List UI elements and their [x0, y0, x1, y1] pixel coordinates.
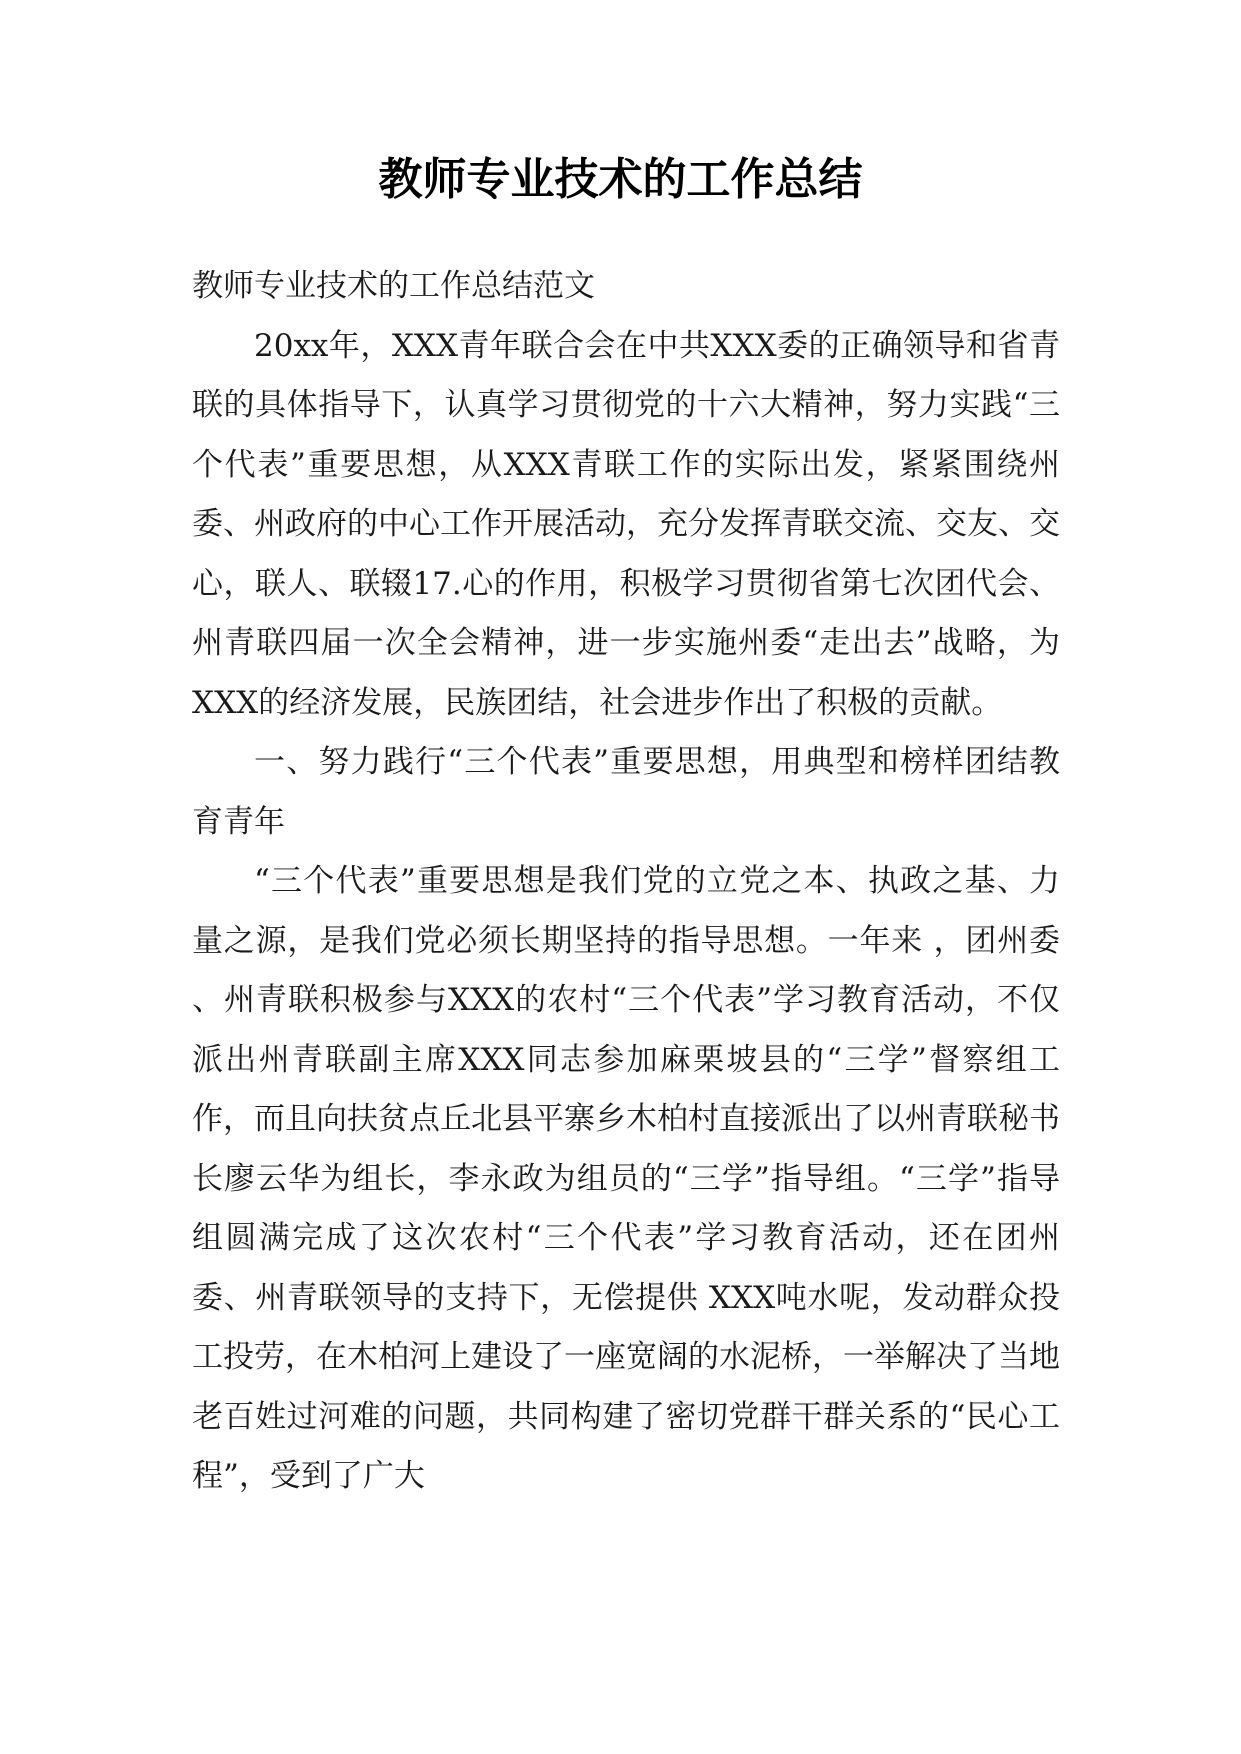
- document-title: 教师专业技术的工作总结: [378, 154, 863, 205]
- document-body: [192, 257, 1060, 1507]
- section-heading-1: 一、努力践行“三个代表”重要思想，用典型和榜样团结教育青年: [192, 744, 1060, 840]
- paragraph-intro: 20xx年，XXX青年联合会在中共XXX委的正确领导和省青联的具体指导下，认真学习贯彻党的十六大精神，努力实践“三个代表”重要思想，从XXX青联工作的实际出发，紧紧围绕州委、州政府的中心工作开展活动，充分发挥青联交流、交友、交心，联人、联辍17.心的作用，积极学习贯彻省第七次团代会、州青联四届一次全会精神，进一步实施州委“走出去”战略，为XXX的经济发展，民族团结，社会进步作出了积极的贡献。: [192, 327, 1060, 721]
- document-subtitle: 教师专业技术的工作总结范文: [192, 268, 595, 304]
- paragraph-section-1: “三个代表”重要思想是我们党的立党之本、执政之基、力量之源，是我们党必须长期坚持的指导思想。一年来 ，团州委 、州青联积极参与XXX的农村“三个代表”学习教育活动，不仅派出州青联副主席XXX同志参加麻栗坡县的“三学”督察组工作，而且向扶贫点丘北县平寨乡木柏村直接派出了以州青联秘书长廖云华为组长，李永政为组员的“三学”指导组。“三学”指导组圆满完成了这次农村“三个代表”学习教育活动，还在团州委、州青联领导的支持下，无偿提供 XXX吨水呢，发动群众投工投劳，在木柏河上建设了一座宽阔的水泥桥，一举解决了当地老百姓过河难的问题，共同构建了密切党群干群关系的“民心工程”，受到了广大: [192, 863, 1060, 1494]
